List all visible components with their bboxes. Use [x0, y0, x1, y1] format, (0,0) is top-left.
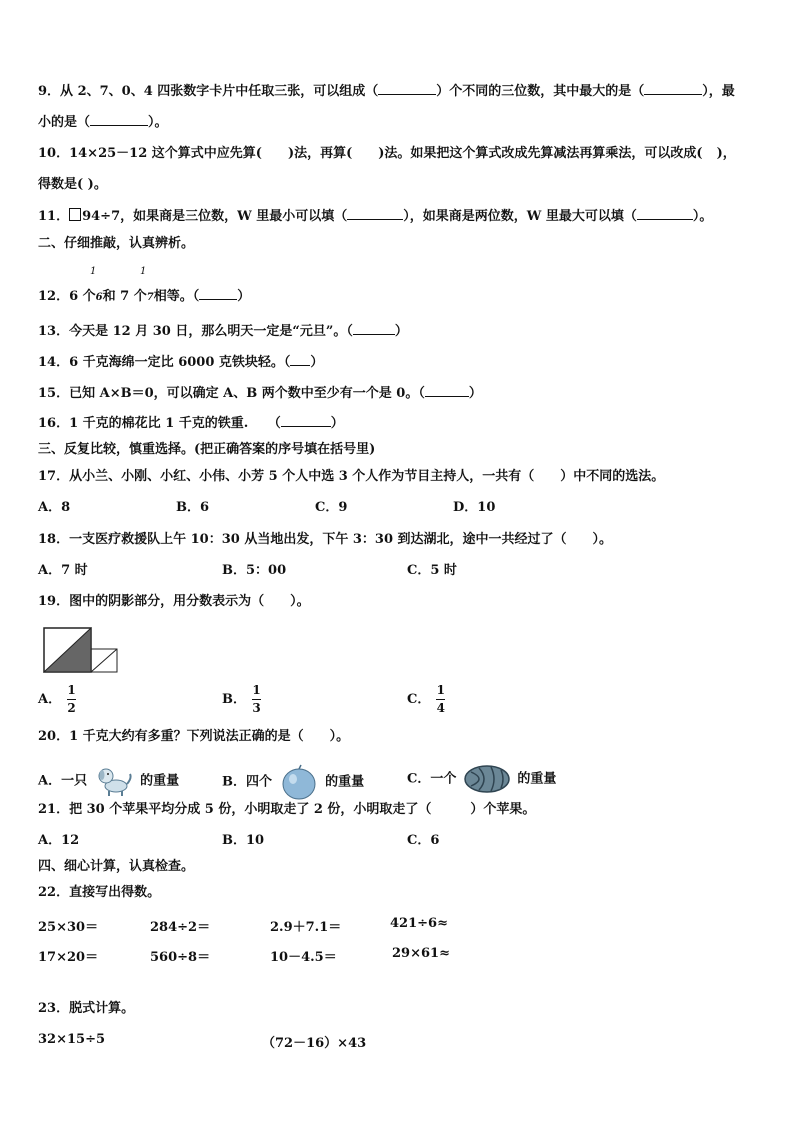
q17-option-b[interactable]: B．6 [176, 500, 210, 515]
q17-option-a[interactable]: A．8 [38, 500, 71, 515]
question-22: 22．直接写出得数。 [38, 885, 161, 900]
answer-blank[interactable] [637, 207, 693, 220]
q20-option-b[interactable]: B．四个 的重量 [222, 764, 364, 800]
section-4-heading: 四、细心计算，认真检查。 [38, 859, 195, 874]
q18-option-b[interactable]: B．5：00 [222, 563, 287, 578]
answer-blank[interactable] [644, 82, 702, 95]
apple-icon [279, 764, 319, 800]
answer-blank[interactable] [353, 322, 395, 335]
q18-option-c[interactable]: C．5 时 [407, 563, 457, 578]
answer-blank[interactable] [347, 207, 403, 220]
calc-item[interactable]: 2.9＋7.1＝ [270, 920, 342, 935]
calc-item[interactable]: （72－16）×43 [262, 1036, 367, 1051]
calc-item[interactable]: 421÷6≈ [390, 916, 448, 931]
q18-option-a[interactable]: A．7 时 [38, 563, 88, 578]
fraction-1-7-numerator: 1 [140, 266, 147, 277]
question-19: 19．图中的阴影部分，用分数表示为（ ）。 [38, 594, 310, 609]
question-21: 21．把 30 个苹果平均分成 5 份，小明取走了 2 份，小明取走了（ ）个苹果。 [38, 802, 536, 817]
q20-option-a[interactable]: A．一只 的重量 [38, 764, 179, 798]
question-14: 14．6 千克海绵一定比 6000 克铁块轻。（ ） [38, 355, 324, 370]
q17-option-c[interactable]: C．9 [315, 500, 348, 515]
calc-item[interactable]: 560÷8＝ [150, 950, 211, 965]
q19-option-a[interactable]: A． $\frac{1}{2}$ [38, 683, 76, 715]
question-9-line2: 小的是（ ）。 [38, 115, 168, 130]
calc-item[interactable]: 29×61≈ [392, 946, 450, 961]
question-17: 17．从小兰、小刚、小红、小伟、小芳 5 个人中选 3 个人作为节目主持人，一共有（ ）中不同的选法。 [38, 469, 665, 484]
question-10: 10．14×25－12 这个算式中应先算( )法，再算( )法。如果把这个算式改成先算减法再算乘法，可以改成( )， [38, 146, 736, 161]
question-11: 11． 94÷7，如果商是三位数，W 里最小可以填（ ），如果商是两位数，W 里最大可以填（ ）。 [38, 209, 713, 224]
shaded-triangle-figure [43, 627, 119, 673]
q21-option-a[interactable]: A．12 [38, 833, 80, 848]
answer-blank[interactable] [378, 82, 436, 95]
calc-item[interactable]: 284÷2＝ [150, 920, 211, 935]
section-3-heading: 三、反复比较，慎重选择。(把正确答案的序号填在括号里) [38, 442, 376, 457]
calc-item[interactable]: 25×30＝ [38, 920, 99, 935]
watermelon-icon [463, 764, 511, 794]
question-12: 12．6 个6和 7 个7相等。（ ） [38, 289, 251, 304]
question-9: 9．从 2、7、0、4 四张数字卡片中任取三张，可以组成（ ）个不同的三位数，其中最大的是（ ），最 [38, 84, 735, 99]
q21-option-b[interactable]: B．10 [222, 833, 265, 848]
q17-option-d[interactable]: D．10 [453, 500, 496, 515]
q19-option-c[interactable]: C． $\frac{1}{4}$ [407, 683, 446, 715]
fraction-1-6-numerator: 1 [90, 266, 97, 277]
q20-option-c[interactable]: C．一个 的重量 [407, 764, 556, 794]
question-10-line2: 得数是( )。 [38, 177, 107, 192]
question-23: 23．脱式计算。 [38, 1001, 135, 1016]
question-13: 13．今天是 12 月 30 日，那么明天一定是“元旦”。（ ） [38, 324, 408, 339]
answer-blank[interactable] [425, 384, 469, 397]
fraction-1-7-denominator: 7 [146, 292, 154, 303]
answer-blank[interactable] [281, 414, 331, 427]
square-box-icon [69, 208, 81, 221]
answer-blank[interactable] [290, 353, 310, 366]
q21-option-c[interactable]: C．6 [407, 833, 440, 848]
question-16: 16．1 千克的棉花比 1 千克的铁重. （ ） [38, 416, 344, 431]
dog-icon [94, 764, 134, 798]
fraction-1-6-denominator: 6 [95, 292, 103, 303]
question-15: 15．已知 A×B＝0，可以确定 A、B 两个数中至少有一个是 0。（ ） [38, 386, 482, 401]
question-18: 18．一支医疗救援队上午 10：30 从当地出发，下午 3：30 到达湖北，途中一共经过了（ ）。 [38, 532, 613, 547]
calc-item[interactable]: 32×15÷5 [38, 1032, 106, 1047]
question-20: 20．1 千克大约有多重？下列说法正确的是（ ）。 [38, 729, 350, 744]
answer-blank[interactable] [199, 287, 237, 300]
calc-item[interactable]: 17×20＝ [38, 950, 99, 965]
calc-item[interactable]: 10－4.5＝ [270, 950, 337, 965]
q19-option-b[interactable]: B． $\frac{1}{3}$ [222, 683, 261, 715]
section-2-heading: 二、仔细推敲，认真辨析。 [38, 236, 195, 251]
answer-blank[interactable] [90, 113, 148, 126]
